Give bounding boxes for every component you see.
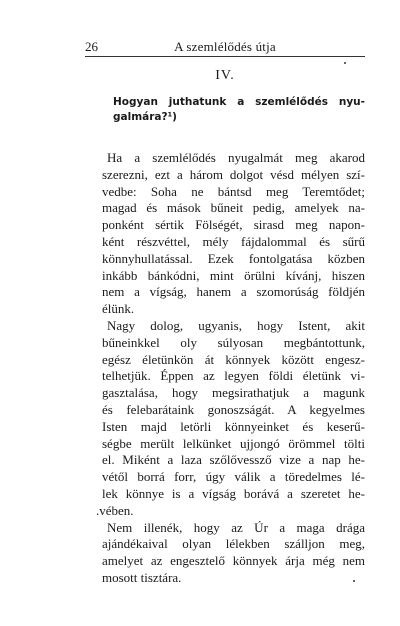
text-line: bűneinkkel oly súlyosan megbántottunk, xyxy=(102,334,365,350)
text-line: amelyet az engesztelő könnyek árja még nem xyxy=(102,553,365,569)
text-line: élünk. xyxy=(102,301,135,317)
paragraph xyxy=(85,318,365,520)
text-line: .vében. xyxy=(96,502,134,518)
print-speck xyxy=(353,580,355,582)
text-line: gasztalása, hogy megsirathatjuk a magunk xyxy=(102,385,365,401)
text-line: vétől borrá forr, úgy válik a töredelmes lé- xyxy=(102,469,365,485)
paragraph xyxy=(85,520,365,587)
chapter-title xyxy=(113,95,365,125)
text-line: ként részvéttel, mély fájdalommal és sűrű xyxy=(102,233,365,249)
print-speck xyxy=(344,62,346,64)
text-line: Isten majd letörli könnyeinket és keserű- xyxy=(102,418,365,434)
text-line: ponként sértik Fölségét, sirasd meg napon- xyxy=(102,217,365,233)
chapter-title-line: galmára?¹) xyxy=(113,111,177,123)
text-line: mosott tisztára. xyxy=(102,569,182,585)
chapter-number: IV. xyxy=(215,68,235,83)
text-line: ajándékaival olyan lélekben szálljon meg, xyxy=(102,536,365,552)
text-line: Nagy dolog, ugyanis, hogy Istent, akit xyxy=(107,317,365,333)
body-text xyxy=(85,150,365,587)
text-line: egész életünkön át könnyek között engesz- xyxy=(102,351,365,367)
text-line: telhetjük. Éppen az legyen földi életünk vi- xyxy=(102,368,365,384)
text-line: vedbe: Soha ne bántsd meg Teremtődet; xyxy=(102,183,365,199)
running-header xyxy=(85,40,365,57)
text-line: inkább bánkódni, mint örülni kívánj, hiszen xyxy=(102,267,365,283)
paragraph xyxy=(85,150,365,318)
text-line: nem a vígság, hanem a szomorúság földjén xyxy=(102,284,365,300)
text-line: el. Miként a laza szőlővessző vize a nap he- xyxy=(102,452,365,468)
page-number: 26 xyxy=(85,39,98,54)
text-line: könnyhullatással. Ezek fontolgatása közben xyxy=(102,250,365,266)
text-line: szerezni, ezt a három dolgot vésd mélyen szí- xyxy=(102,166,365,182)
text-line: és felebarátaink gonoszságát. A kegyelmes xyxy=(102,401,365,417)
text-line: magad és mások bűneit pedig, amelyek na- xyxy=(102,200,365,216)
text-line: lek könnye is a vígság borává a szeretet he- xyxy=(102,485,365,501)
text-line: Ha a szemlélődés nyugalmát meg akarod xyxy=(107,150,365,165)
chapter-title-line: Hogyan juthatunk a szemlélődés nyu- xyxy=(113,96,365,108)
text-line: Nem illenék, hogy az Úr a maga drága xyxy=(107,519,365,535)
running-title: A szemlélődés útja xyxy=(174,39,276,54)
text-line: ségbe merült lelkünket ujjongó örömmel tölti xyxy=(102,435,365,451)
